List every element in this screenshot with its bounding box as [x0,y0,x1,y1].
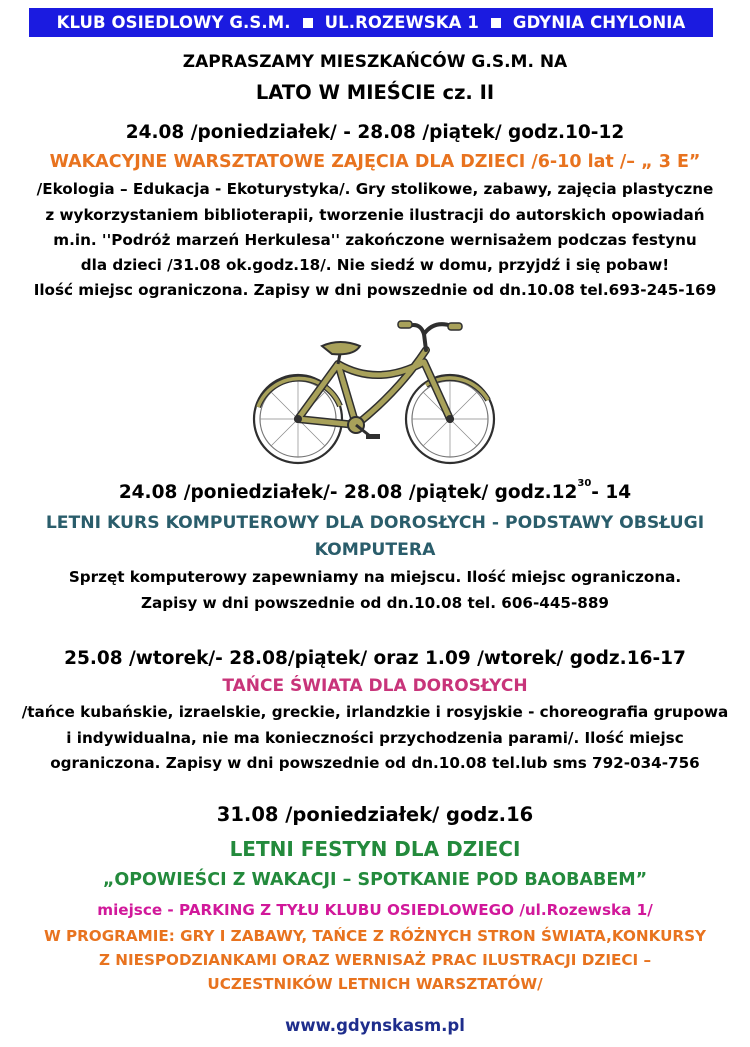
header-city: GDYNIA CHYLONIA [512,13,686,32]
square-separator-icon [303,18,313,28]
event2-date-minutes: 30 [577,478,592,489]
event4-program-line: W PROGRAMIE: GRY I ZABAWY, TAŃCE Z RÓŻNYCH STRON ŚWIATA,KONKURSY [43,927,707,945]
header-club: KLUB OSIEDLOWY G.S.M. [56,13,291,32]
event1-text-line: z wykorzystaniem biblioterapii, tworzenie ilustracji do autorskich opowiadań [45,206,705,224]
event2-title-cont: KOMPUTERA [314,540,436,560]
bicycle-icon [248,302,502,468]
event2-date [0,478,750,503]
event2-date-main: 24.08 /poniedziałek/- 28.08 /piątek/ godz.12 [118,482,578,503]
event3-text-line: /tańce kubańskie, izraelskie, greckie, irlandzkie i rosyjskie - choreografia grupowa [21,703,729,721]
event4-date: 31.08 /poniedziałek/ godz.16 [216,803,534,826]
header-bar [29,8,713,37]
event4-place: miejsce - PARKING Z TYŁU KLUBU OSIEDLOWEGO /ul.Rozewska 1/ [97,901,653,919]
event1-title: WAKACYJNE WARSZTATOWE ZAJĘCIA DLA DZIECI /6-10 lat /– „ 3 E” [49,152,701,172]
event4-subtitle: „OPOWIEŚCI Z WAKACJI – SPOTKANIE POD BAOBABEM” [102,870,648,890]
event1-date: 24.08 /poniedziałek/ - 28.08 /piątek/ godz.10-12 [125,122,625,143]
event3-date: 25.08 /wtorek/- 28.08/piątek/ oraz 1.09 /wtorek/ godz.16-17 [64,648,686,669]
event2-text-line: Zapisy w dni powszednie od dn.10.08 tel. 606-445-889 [141,594,609,612]
event4-program-line: Z NIESPODZIANKAMI ORAZ WERNISAŻ PRAC ILUSTRACJI DZIECI – [98,951,652,969]
event3-text-line: ograniczona. Zapisy w dni powszednie od dn.10.08 tel.lub sms 792-034-756 [50,754,700,772]
event4-program-line: UCZESTNIKÓW LETNICH WARSZTATÓW/ [207,975,543,993]
intro-line: ZAPRASZAMY MIESZKAŃCÓW G.S.M. NA [182,52,568,72]
event3-text-line: i indywidualna, nie ma konieczności przychodzenia parami/. Ilość miejsc [66,729,684,747]
event3-title: TAŃCE ŚWIATA DLA DOROSŁYCH [222,676,528,696]
event2-title: LETNI KURS KOMPUTEROWY DLA DOROSŁYCH - PODSTAWY OBSŁUGI [45,513,705,533]
event1-text-line: Ilość miejsc ograniczona. Zapisy w dni powszednie od dn.10.08 tel.693-245-169 [33,281,717,299]
event2-date-end: - 14 [591,482,632,503]
website-link[interactable]: www.gdynskasm.pl [285,1016,465,1035]
square-separator-icon [491,18,501,28]
event1-text-line: /Ekologia – Edukacja - Ekoturystyka/. Gry stolikowe, zabawy, zajęcia plastyczne [36,180,714,198]
event2-text-line: Sprzęt komputerowy zapewniamy na miejscu. Ilość miejsc ograniczona. [68,568,682,586]
event1-text-line: m.in. ''Podróż marzeń Herkulesa'' zakończone wernisażem podczas festynu [53,231,697,249]
header-address: UL.ROZEWSKA 1 [324,13,479,32]
intro-title: LATO W MIEŚCIE cz. II [255,81,495,104]
event1-text-line: dla dzieci /31.08 ok.godz.18/. Nie siedź w domu, przyjdź i się pobaw! [80,256,670,274]
event4-title: LETNI FESTYN DLA DZIECI [229,837,521,861]
